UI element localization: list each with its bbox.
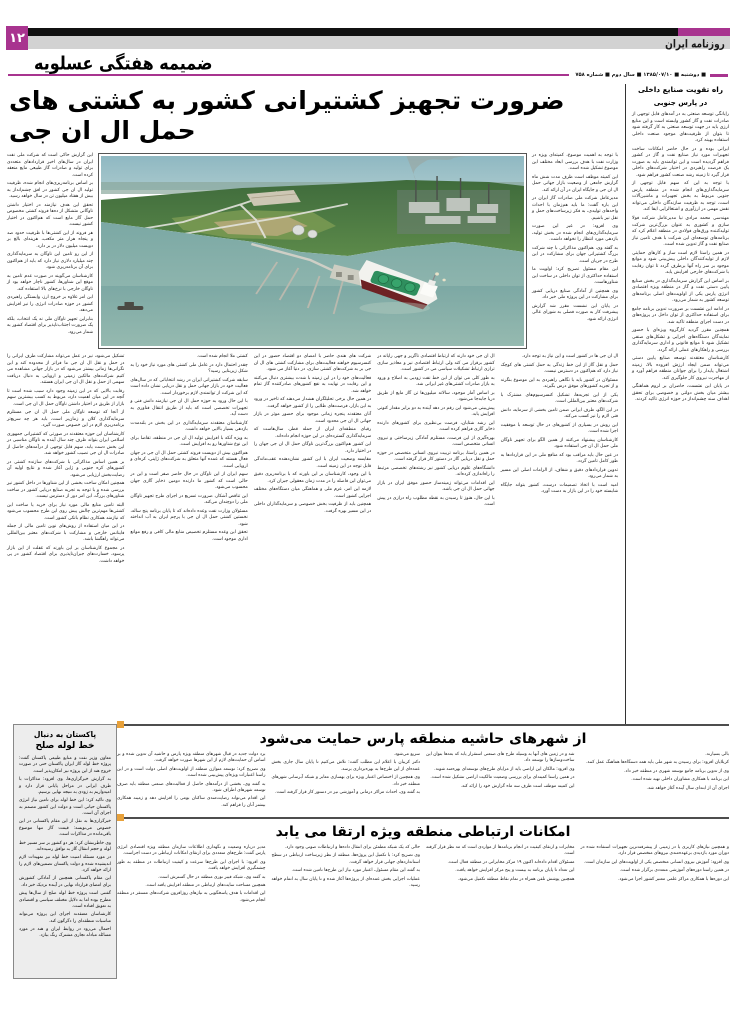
paragraph: از این رو تامین این ناوگان به سرمایه‌گذاری چند میلیارد دلاری نیاز دارد که باید از هم‌اکنون برای آن برنامه‌ریزی شود. <box>7 252 93 271</box>
paragraph: تحقق این هدف نیازمند در اختیار داشتن ناوگانی متشکل از ده‌ها فروند کشتی مخصوص حمل گاز مایع است که هم‌اکنون در اختیار کشور نیست. <box>7 202 93 228</box>
article-column <box>501 354 618 567</box>
masthead-bars <box>6 28 730 50</box>
right-sidebar <box>625 84 729 724</box>
paragraph: اجرای آن از ابتدای سال آینده آغاز خواهد شد. <box>646 785 729 791</box>
paragraph: این گزارش حاکی است که شرکت ملی نفت ایران در سال‌های اخیر قراردادهای متعددی برای تولید و صادرات گاز طبیعی مایع منعقد کرده است. <box>7 153 93 178</box>
paragraph: این دوره‌ها با همکاری مراکز علمی معتبر کشور اجرا می‌شود. <box>618 876 729 882</box>
section-column <box>117 845 266 906</box>
dateline-rule <box>8 74 569 76</box>
paragraph: به ویژه آنکه با افزایش تولید ال ان جی در منطقه، تقاضا برای این نوع شناورها رو به افزایش است. <box>130 435 248 448</box>
article-column <box>130 354 247 567</box>
paragraph: برد دولت جدید در قبال شهرهای منطقه ویژه پارس و حاشیه آن تدوین شده و بر اساس آن حمایت‌های لازم از این شهرها صورت خواهد گرفت. <box>117 752 266 764</box>
photo-left-column <box>7 153 93 349</box>
paragraph: هر فروند از این کشتی‌ها با ظرفیت حدود صد و پنجاه هزار متر مکعب، هزینه‌ای بالغ بر دویست میلیون دلار در بر دارد. <box>7 230 93 249</box>
paragraph: وی همچنین از اختصاص اعتبار ویژه برای بهسازی معابر و شبکه آبرسانی شهرهای منطقه خبر داد. <box>271 775 420 787</box>
paragraph: وی خاطرنشان کرد: هر دو کشور بر سر مسیر خط لوله و حجم انتقال گاز به توافق رسیده‌اند. <box>19 840 111 852</box>
paragraph: احتمال می‌رود در روابط ایران و هند در مورد مسائله مبادله تجاری مشترک رنگ ببازد. <box>19 927 111 939</box>
paragraph: به گفته وی، شبکه فیبر نوری منطقه در حال گسترش است. <box>158 874 266 880</box>
paragraph: همچنین مساحت سایت‌های ارتباطی در منطقه افزایش یافته است. <box>145 882 266 888</box>
section-column <box>581 845 730 906</box>
section-column <box>117 752 266 811</box>
paragraph: در همین حال برخی تحلیلگران هشدار می‌دهند که تاخیر در ورود به این بازار، فرصت‌های طلایی را از کشور خواهد گرفت. <box>253 397 372 409</box>
paragraph: کارشناسان معتقدند اجرای این پروژه می‌تواند مناسبات منطقه‌ای را دگرگون کند. <box>19 912 111 924</box>
dateline <box>8 70 728 80</box>
paragraph: ال ان جی خود دارند که ارتباط اقتصادی ناگزیر و جهی رایانه در کشور برقرار می کند ولی ارتباط اقتصادی نیز و معاذیر سازی ترازی ارتباط تشکیلات سیاسی می در کشور است. <box>377 354 495 373</box>
paragraph: همچنین پوشش تلفن همراه در تمام نقاط منطقه تکمیل می‌شود. <box>457 876 575 882</box>
dateline-dash <box>710 74 728 77</box>
section-marker-icon <box>117 721 124 728</box>
masthead-black-bar <box>6 28 730 36</box>
article-photo-frame <box>98 153 527 349</box>
paragraph: بر اساس برنامه‌ریزی‌های انجام شده، ظرفیت تولید ال ان جی کشور در افق چشم‌انداز به بیش از هفتاد میلیون تن در سال خواهد رسید. <box>7 181 93 200</box>
paragraph: به گفته وی، هم‌اکنون مذاکراتی با چند شرکت بزرگ کشتیرانی جهان برای مشارکت در این طرح در جریان است. <box>532 245 618 264</box>
paragraph: این اقدامات با هدف پاسخگویی به نیازهای روزافزون شرکت‌های مستقر در منطقه انجام می‌شود. <box>117 891 266 903</box>
lead-article <box>7 84 625 724</box>
paragraph: رایانگی توسعه صنعتی به در آمدهای قابل توجهی از صادرات نفت و گاز کشور وابسته است و این منابع ارزی باید در جهت توسعه صنعتی به کار گرفته شود تا بتوان از ظرفیت‌های موجود صنعت داخلی استفاده بهینه کرد. <box>632 112 729 144</box>
paragraph: کارشناسان می‌گویند در صورت عدم تامین به موقع این شناورها، کشور ناچار خواهد بود از ناوگان خارجی با نرخ‌های بالا استفاده کند. <box>7 273 93 292</box>
paragraph: معاون وزیر نفت و منابع طبیعی پاکستان گفت: پروژه خط لوله گاز ایران پاکستان حتی در صورت خروج هند از این پروژه نیز امکان‌پذیر است. <box>19 756 111 774</box>
paragraph: با این وجود، کارشناسان بر این باورند که با برنامه‌ریزی دقیق می‌توان این فاصله را در مدت زمان معقولی جبران کرد. <box>253 472 372 484</box>
box-title-line2: خط لوله صلح <box>35 741 95 751</box>
paragraph: در پایان این نشست مقرر شد گزارش پیشرفت کار به صورت فصلی به شورای عالی انرژی ارائه شود. <box>532 303 618 322</box>
paragraph: در این میان استفاده از روش‌های نوین تامین مالی از جمله فاینانس خارجی و مشارکت با شرکت‌های معتبر بین‌المللی می‌تواند راهگشا باشد. <box>6 524 125 543</box>
paragraph: همچنین امکان ساخت بخشی از این شناورها در داخل کشور نیز بررسی شده و با توجه به تجربه صنایع دریایی کشور در ساخت شناورهای بزرگ، این امر دور از دسترس نیست. <box>6 481 125 500</box>
bottom-main-column <box>117 724 729 979</box>
article-column <box>377 354 494 567</box>
paragraph: دانشگاه‌های علوم دریایی کشور نیز رشته‌های تخصصی مرتبط را راه‌اندازی کرده‌اند. <box>377 465 495 478</box>
paragraph: وی افزود: آموزش نیروی انسانی متخصص یکی از اولویت‌های این سازمان است. <box>584 859 729 865</box>
paragraph: بنابراین تجهیز ناوگان ملی نه یک انتخاب، بلکه یک ضرورت اجتناب‌ناپذیر برای اقتصاد کشور به شمار می‌رود. <box>7 316 93 335</box>
paragraph: این کمیته موظف است ظرف مدت شش ماه گزارش جامعی از وضعیت بازار جهانی حمل ال ان جی و جایگاه ایران در آن ارائه کند. <box>532 174 618 193</box>
paragraph: لازمه این امر، عزم ملی و هماهنگی میان دستگاه‌های مختلف اجرایی کشور است. <box>253 487 372 499</box>
paragraph: وی تصریح کرد: با تکمیل این پروژه‌ها، منطقه از نظر زیرساخت ارتباطی در سطح استانداردهای جهانی قرار خواهد گرفت. <box>271 853 420 865</box>
paragraph: وی از تدوین برنامه جامع توسعه شهری در منطقه خبر داد. <box>624 768 729 774</box>
paragraph: یکی از این تجربه‌ها، تشکیل کنسرسیوم‌های مشترک با شرکت‌های معتبر بین‌المللی است. <box>500 392 618 405</box>
paragraph: ال ان جی ها در کشور است و این نیاز به توجه دارد. <box>521 354 618 359</box>
paragraph: در مورد مسئله امنیت خط لوله نیز تمهیدات لازم اندیشیده شده و دولت پاکستان تضمین‌های لازم را ارائه خواهد کرد. <box>19 855 111 874</box>
sidebar-box-pipeline <box>13 724 117 979</box>
paragraph: این مقام پاکستانی همچنین از آمادگی کشورش برای امضای قرارداد نهایی در آینده نزدیک خبر داد. <box>19 876 111 888</box>
paragraph: امید است با اتخاذ تصمیمات درست، کشور بتواند جایگاه شایسته خود را در این بازار به دست آورد. <box>500 482 618 495</box>
photo-right-column <box>532 153 618 349</box>
paragraph: آنان معتقدند پنجره زمانی موجود برای حضور موثر در بازار جهانی ال ان جی محدود است. <box>253 412 372 424</box>
paragraph: این برنامه با همکاری مشاوران داخلی تهیه شده است. <box>631 777 729 783</box>
paragraph: از آنجا که توسعه ناوگان ملی حمل ال ان جی مستلزم سرمایه‌گذاری کلان و زمان‌بر است، باید هر چه سریع‌تر برنامه‌ریزی لازم در این خصوص صورت گیرد. <box>6 410 125 429</box>
section-divider <box>117 724 729 726</box>
paragraph: این کمیته موظف است ظرف سه ماه گزارش خود را ارائه کند. <box>460 783 575 789</box>
paragraph: کارشناسان این حوزه معتقدند در صورتی که کشتیرانی جمهوری اسلامی ایران بتواند ظرف چند سال آینده به ناوگان مناسبی در این بخش دست یابد، سهم قابل توجهی از درآمدهای حاصل از صادرات ال ان جی نصیب کشور خواهد شد. <box>6 431 125 457</box>
paragraph: این کشور هم‌اکنون بزرگ‌ترین ناوگان حمل ال ان جی جهان را در اختیار دارد. <box>253 442 372 454</box>
paragraph: سریع می‌شود. <box>393 752 420 757</box>
section-columns <box>117 752 729 811</box>
bottom-sections <box>0 724 736 979</box>
paragraph: با این حال، هنوز تا رسیدن به نقطه مطلوب راه درازی در پیش است. <box>377 495 495 508</box>
photo-row <box>7 153 618 349</box>
paragraph: گفتنی است پروژه خط لوله صلح از سال‌ها پیش مطرح بوده اما به دلایل مختلف سیاسی و اقتصادی به تعویق افتاده است. <box>19 891 111 909</box>
paragraph: دکتر کریبان با اعلام این مطلب گفت: تلاش می‌کنیم تا پایان سال جاری بخش عمده‌ای از این طرح‌ها به بهره‌برداری برسد. <box>271 760 420 772</box>
box-title-line1: پاکستان به دنبال <box>33 730 97 739</box>
page-number-badge: ۱۲ <box>6 26 28 50</box>
paragraph: در همین راستا دوره‌های آموزشی متعددی برگزار شده است. <box>619 868 729 874</box>
paragraph: این تعداد تا پایان برنامه به بیست و پنج مرکز افزایش خواهد یافت. <box>455 868 575 874</box>
paragraph: این روش در بسیاری از کشورهای در حال توسعه با موفقیت اجرا شده است. <box>500 422 618 435</box>
paragraph: ایرانی بوده و در حال حاضر امکانات ساخت تجهیزات مورد نیاز صنایع نفت و گاز در کشور فراهم گردیده است و این توانمندی باید به صورت یک فرصت راهبردی در اختیار شرکت‌های داخلی قرار گیرد تا زمینه رشد صنعت کشور فراهم شود. <box>632 146 729 178</box>
paragraph: رقبای منطقه‌ای ایران از جمله قطر، سال‌هاست که سرمایه‌گذاری گسترده‌ای در این حوزه انجام داده‌اند. <box>253 427 372 439</box>
paragraph: به طور کلی می توان از این خط نفت زودیی به اصلاح و ورود به بازار صادرات کشتی‌های غیر ایرانی شد. <box>377 375 495 388</box>
paragraph: بهره‌گیری از این فرصت، مستلزم آمادگی زیرساختی و نیروی انسانی متخصص است. <box>377 435 495 448</box>
section-cities-support <box>117 724 729 811</box>
paragraph: به گفته وی، بخشی از درآمدهای حاصل از فعالیت‌های صنعتی منطقه باید صرف توسعه شهرهای اطراف شود. <box>117 781 266 793</box>
paragraph: وی افزود: در غیر این صورت سرمایه‌گذاری‌های انجام شده در بخش تولید، بازدهی مورد انتظار را نخواهد داشت. <box>532 224 618 243</box>
paragraph: با توجه به این که سهم قابل توجهی از سرمایه‌گذاری‌های انجام شده در منطقه پارس جنوبی مربوط به بخش تجهیزات و ماشین‌آلات است، توجه به ظرفیت سازندگان داخلی می‌تواند نقش مهمی در ارزآوری و اشتغالزایی ایفا کند. <box>632 181 729 213</box>
paragraph: در همین راستا کمیته‌ای برای بررسی وضعیت مالکیت اراضی تشکیل شده است. <box>430 775 575 781</box>
article-columns <box>7 354 618 567</box>
paragraph: در همین راستا لازم است ساز و کارهای حمایتی لازم از تولیدکنندگان داخلی پیش‌بینی شود و موانع موجود بر سر راه آنها برطرف گردد تا توان رقابت با شرکت‌های خارجی افزایش یابد. <box>632 250 729 276</box>
paragraph: در همین راستا، برنامه تربیت نیروی انسانی متخصص در حوزه حمل و نقل دریایی گاز در دستور کار قرار گرفته است. <box>377 450 495 463</box>
paragraph: در پایان این نشست، حاضران بر لزوم هماهنگی بیشتر میان بخش دولتی و خصوصی برای تحقق اهداف سند چشم‌انداز در حوزه انرژی تاکید کردند. <box>632 384 729 403</box>
publication-logo-text: روزنامه ایران <box>665 38 725 52</box>
paragraph: بر اساس این گزارش سرمایه‌گذاری در بخش صنایع پایین دستی نفت و گاز در منطقه ویژه اقتصادی انرژی پارس یکی از اولویت‌های اصلی برنامه‌های توسعه کشور به شمار می‌رود. <box>632 278 729 304</box>
paragraph: بر همین اساس مذاکراتی با شرکت‌های سازنده کشتی در کشورهای کره جنوبی و ژاپن آغاز شده و نتایج اولیه آن رضایت‌بخش ارزیابی می‌شود. <box>6 459 125 478</box>
dateline-text: ■ دوشنبه ■ ۱۳۸۵/۰۷/۱۰ ■ سال دوم ■ شماره ۷۵۸ <box>575 72 706 78</box>
paragraph: کارشناسان معتقدند توسعه صنایع پایین دستی می‌تواند ضمن ایجاد ارزش افزوده بالا، زمینه اشتغال پایدار را برای جوانان منطقه فراهم آورد و از مهاجرت نیروی کار جلوگیری کند. <box>632 356 729 381</box>
paragraph: کارشناسان معتقدند سرمایه‌گذاری در این بخش در بلندمدت بازدهی بسیار بالایی خواهد داشت. <box>130 420 248 433</box>
masthead-grey-bar <box>6 36 730 52</box>
paragraph: این اقدام می‌تواند رضایت‌مندی ساکنان بومی را افزایش دهد و زمینه همکاری بیشتر آنان را فراهم کند. <box>117 796 266 808</box>
paragraph: مخابرات و ارتقای کیفیت در انجام برنامه‌ها از مواردی است که مد نظر قرار گرفته است. <box>426 845 575 857</box>
paragraph: کشتی ملا انجام شده است. <box>196 354 248 359</box>
section-column <box>426 752 575 811</box>
paragraph: این تناقض آشکار، ضرورت تسریع در اجرای طرح تجهیز ناوگان ملی را دوچندان می‌کند. <box>130 493 248 506</box>
section-column <box>272 752 421 811</box>
paragraph: با این حال ورود به حوزه حمل ال ان جی نیازمند دانش فنی و تجهیزات تخصصی است که باید از طریق انتقال فناوری به دست آید. <box>130 399 248 418</box>
paragraph: در ادامه این نشست بر ضرورت تدوین برنامه جامع برای استفاده حداکثری از توان داخل در پروژه‌های در دست اجرای منطقه تاکید شد. <box>632 306 729 325</box>
paragraph: وی افزود: با اجرای این طرح‌ها سرعت و کیفیت ارتباطات در منطقه به طور چشمگیری افزایش خواهد یافت. <box>117 859 266 872</box>
sidebar-body <box>632 112 729 404</box>
paragraph: به گفته وی، احداث مراکز درمانی و آموزشی نیز در دستور کار قرار گرفته است. <box>275 789 420 795</box>
paragraph: حالی که یک شبکه مطمئن برای انتقال داده‌ها و ارتباطات صوتی وجود دارد. <box>284 845 420 850</box>
paragraph: پیش‌بینی می‌شود این رقم در دهه آینده به دو برابر مقدار کنونی افزایش یابد. <box>377 405 495 418</box>
sidebar-subtitle: در پارس جنوبی <box>653 99 708 108</box>
paragraph: همچنین باید از ظرفیت بخش خصوصی و سرمایه‌گذاران داخلی در این مسیر بهره گرفت. <box>253 502 372 514</box>
section-communications <box>117 817 729 906</box>
paragraph: بر اساس آمار موجود، سالانه میلیون‌ها تن گاز مایع از طریق دریا جابه‌جا می‌شود. <box>377 390 495 403</box>
section-column <box>426 845 575 906</box>
sidebar-kicker: راه تقویت صنایع داخلی <box>637 85 724 94</box>
paragraph: به گزارش خبرگزاری‌ها، وی افزود: مذاکرات با طرف ایرانی در مراحل پایانی قرار دارد و امیدواریم به زودی به نتیجه نهایی برسیم. <box>19 777 111 795</box>
main-content <box>0 84 736 724</box>
paragraph: در عین حال باید مراقب بود که منافع ملی در این قراردادها به طور کامل تامین گردد. <box>500 452 618 465</box>
paragraph: فعالیت‌های خود را در این زمینه با شدت بیشتری دنبال می‌کنند و این رقابت در نهایت به نفع کشورهای صادرکننده گاز تمام خواهد شد. <box>253 375 372 394</box>
supplement-title: ضمیمه هفتگی عسلویه <box>34 52 213 74</box>
paragraph: کربلایان افزود: برای رسیدن به شهر ملی باید همه دستگاه‌ها هماهنگ عمل کنند. <box>586 760 729 766</box>
paragraph: چقدر احتمال دارد در عامل ملی کشتی های مورد نیاز خود را به شکل زیربنایی رسید؟ <box>130 362 248 375</box>
paragraph: سهم ایران از این ناوگان در حال حاضر صفر است و این در حالی است که کشور ما دارنده دومین ذخایر گازی جهان محسوب می‌شود. <box>130 472 248 491</box>
paragraph: البته تامین منابع مالی مورد نیاز برای خرید یا ساخت این کشتی‌ها مهم‌ترین چالش پیش روی این طرح محسوب می‌شود که نیازمند همکاری نظام بانکی کشور است. <box>6 502 125 521</box>
section-columns <box>117 845 729 906</box>
section-title: از شهرهای حاشیه منطقه پارس حمایت می‌شود <box>259 731 587 747</box>
paragraph: وی تاکید کرد: این خط لوله برای تامین نیاز انرژی پاکستان حیاتی است و دولت این کشور مصمم به اجرای آن است. <box>19 798 111 817</box>
paragraph: شرکت های هندی حاضر با امضای دو اقتصاد حضور در این کنسرسیوم خواهند فعالیت‌های برای مشارکت کشتی های ال ان جی بر به شرکت‌های کشتی سازی، در دنیا آغاز می شود. <box>253 354 372 373</box>
paragraph: رقابت بالایی که در این زمینه وجود دارد سبب شده است تا آنچه در این میان اهمیت دارد، مربوط به کسب بیشترین سهم بازار از طریق در اختیار داشتن ناوگان حمل ال ان جی است. <box>6 388 125 407</box>
paragraph: وی تصریح کرد: توسعه متوازن منطقه از اولویت‌های اصلی دولت است و در این راستا اعتبارات ویژه‌ای پیش‌بینی شده است. <box>117 766 266 779</box>
paragraph: وی افزود: مالکان این اراضی باید از مزایای طرح‌های توسعه‌ای بهره‌مند شوند. <box>434 766 575 772</box>
paragraph: مسئولان اقدام داده‌اند اکنون ۱۹ مرکز مخابراتی در منطقه فعال است. <box>447 859 575 865</box>
paragraph: عملیات اجرایی بخش عمده‌ای از پروژه‌ها آغاز شده و تا پایان سال به اتمام خواهد رسید. <box>271 876 420 888</box>
paragraph: در این الگو، طرف ایرانی ضمن تامین بخشی از سرمایه، دانش فنی لازم را نیز کسب می‌کند. <box>500 407 618 420</box>
paragraph: و همچنین نیازهای کاربری یا در زمینی از پیشرفته‌ترین تجهیزات استفاده شده در دوران مورد بازدیدی برعهده‌مندی نیروهای متخصص قرار دارد. <box>580 845 729 857</box>
paragraph: در مجموع کارشناسان بر این باورند که غفلت از این بازار پرسود، خسارت‌های جبران‌ناپذیری برای اقتصاد کشور در پی خواهد داشت. <box>6 545 125 564</box>
masthead <box>0 0 736 84</box>
paragraph: وی همچنین از آمادگی صنایع دریایی کشور برای مشارکت در این پروژه ملی خبر داد. <box>532 288 618 301</box>
paragraph: هم‌اکنون بیش از دویست فروند کشتی حمل ال ان جی در جهان فعال هستند که عمده آنها متعلق به شرکت‌های ژاپنی، کره‌ای و اروپایی است. <box>130 450 248 469</box>
paragraph: تدوین قراردادهای دقیق و شفاف، از الزامات اصلی این مسیر به شمار می‌رود. <box>500 467 618 480</box>
paragraph: مسئولان در کشور باید با نگاهی راهبردی به این موضوع بنگرند و از تجربه کشورهای موفق درس بگیرند. <box>500 377 618 390</box>
paragraph: شد و در زمین های آنها به وسیله طرح های صنعتی استقرار یابد که بعدها بتوان این ساخت‌وسازها را توسعه داد. <box>426 752 575 764</box>
article-column-far-left <box>7 354 124 567</box>
paragraph: با توجه به اهمیت موضوع، کمیته‌ای ویژه در وزارت نفت با هدف بررسی ابعاد مختلف این موضوع تشکیل شده است. <box>532 153 618 172</box>
lng-terminal-aerial-photo <box>101 156 524 346</box>
box-title <box>19 729 111 753</box>
section-column <box>272 845 421 906</box>
section-divider <box>117 817 729 819</box>
paragraph: بالی بسیارند. <box>705 752 729 757</box>
paragraph: این امر علاوه بر خروج ارز، وابستگی راهبردی کشور در حوزه صادرات انرژی را نیز افزایش می‌دهد. <box>7 295 93 314</box>
paragraph: تحقق این وعده مستلزم تخصیص منابع مالی کافی و رفع موانع اداری موجود است. <box>130 530 248 542</box>
paragraph: مقایسه وضعیت ایران با این کشور نشان‌دهنده عقب‌ماندگی قابل توجه در این زمینه است. <box>253 457 372 469</box>
paragraph: به گفته این مقام مسئول، اعتبار مورد نیاز این طرح‌ها تامین شده است. <box>291 868 420 874</box>
paragraph: این مقام مسئول تصریح کرد: اولویت ما استفاده حداکثری از توان داخلی در ساخت این شناورهاست. <box>532 267 618 286</box>
article-headline: ضرورت تجهیز کشتیرانی کشور به کشتی های حمل ال ان جی <box>9 86 565 145</box>
section-marker-icon <box>117 814 124 821</box>
section-title: امکانات ارتباطی منطقه ویژه ارتقا می یابد <box>275 824 571 840</box>
paragraph: تشکیل می‌شود، نیز در عمل می‌تواند مشارکت طرف ایرانی را در حمل و نقل ال ان جی ما فراتر از محدوده کند و این نگرانی‌ها زمانی بیشتر می‌شود که در بازار جهانی مشاهده می کنیم شرکت‌های مالکین زمینی و اروپایی به دنبال دریافت سهمی از حمل و نقل ال ان جی ایران هستند. <box>6 354 125 386</box>
section-column <box>581 752 730 811</box>
paragraph: خبرگزاری‌ها به نقل از این مقام پاکستانی در این خصوص می‌نویسد: قیمت گاز تنها موضوع باقی‌مانده در مذاکرات است. <box>19 819 111 838</box>
paragraph: این رشد شتابان، فرصت بی‌نظیری برای کشورهای دارنده ذخایر گازی فراهم کرده است. <box>377 420 495 433</box>
paragraph: مسئولان وزارت نفت وعده داده‌اند که تا پایان برنامه پنج ساله، نخستین کشتی حمل ال ان جی با پرچم ایران به آب انداخته شود. <box>130 508 248 527</box>
paragraph: حمل و نقل گاز از این خط زندگی به حمل کشتی های کوچک نیاز دارد که هم‌اکنون در دسترس نیست. <box>500 362 618 375</box>
publication-logo <box>662 28 728 50</box>
article-column <box>254 354 371 567</box>
paragraph: مدیرعامل شرکت ملی صادرات گاز ایران در این باره گفت: ما باید هم‌زمان با احداث واحدهای تولیدی، به فکر زیرساخت‌های حمل و نقل نیز باشیم. <box>532 196 618 221</box>
paragraph: سابقه شرکت کشتیرانی ایران در رشد انتخاباتی که در سال‌های فعالیت خود در بازار جهانی حمل و نقل دریایی نشان داده است که این شرکت از توانمندی لازم برخوردار است. <box>130 377 248 396</box>
paragraph: مدیر درباره وضعیت و نگهداری اطلاعات سازمان منطقه ویژه اقتصادی انرژی پارس گفت: طرح‌های متعددی برای ارتقای امکانات ارتباطی در دست اجراست. <box>117 845 266 857</box>
paragraph: مهندسی محمد مرادی نیا مدیرعامل شرکت فولا سازی و کشوری به عنوان بزرگ‌ترین شرکت تولیدکننده ورق‌های فولادی در منطقه اعلام کرد که برنامه‌های توسعه‌ای این شرکت با هدف تامین نیاز صنایع نفت و گاز تدوین شده است. <box>632 215 729 248</box>
paragraph: کارشناسان پیشنهاد می‌کنند از همین الگو برای تجهیز ناوگان ملی حمل ال ان جی استفاده شود. <box>500 437 618 450</box>
paragraph: این اقدامات می‌تواند زمینه‌ساز حضور موفق ایران در بازار جهانی حمل ال ان جی باشد. <box>377 480 495 493</box>
paragraph: همچنین مقرر گردید کارگروه ویژه‌ای با حضور نمایندگان دستگاه‌های اجرایی و تشکل‌های صنفی تشکیل شود تا موانع قانونی و اداری سرمایه‌گذاری بررسی و راهکارهای عملی ارائه گردد. <box>632 328 729 353</box>
